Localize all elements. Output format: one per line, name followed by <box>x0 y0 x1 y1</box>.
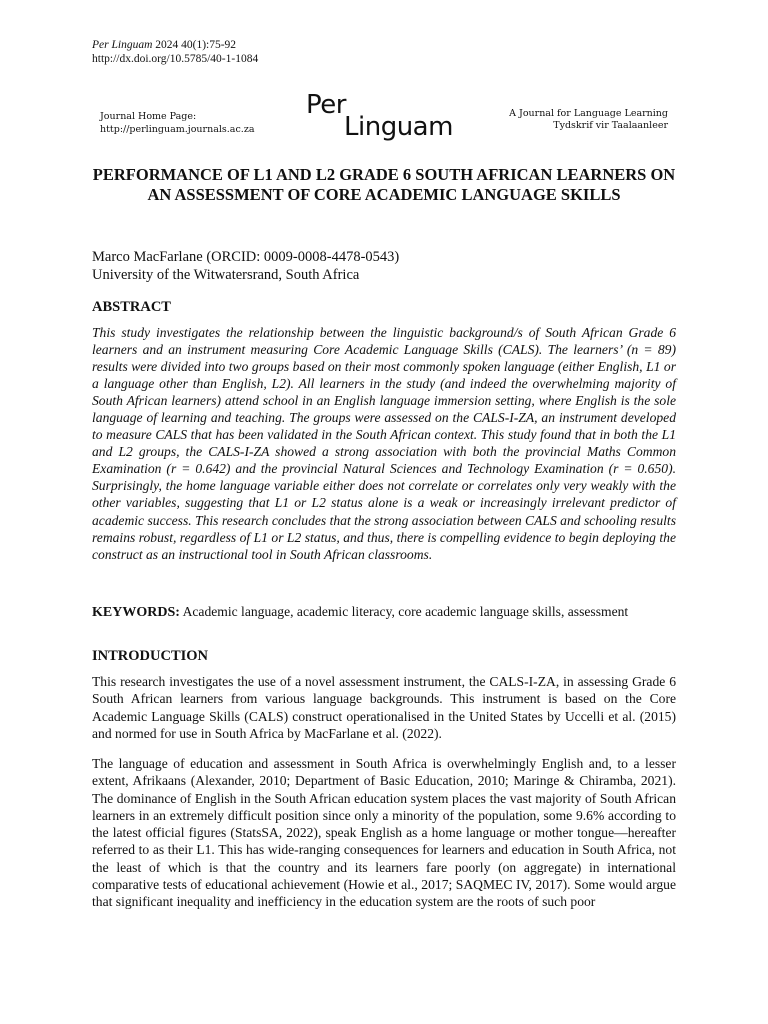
keywords-block <box>92 603 676 622</box>
logo-per: Per <box>306 90 346 120</box>
author-block <box>92 248 676 284</box>
tagline-english: A Journal for Language Learning <box>509 108 668 119</box>
home-page-url[interactable]: http://perlinguam.journals.ac.za <box>100 124 255 135</box>
keywords-text: Academic language, academic literacy, core academic language skills, assessment <box>182 604 629 619</box>
keywords-label: KEYWORDS: <box>92 605 180 620</box>
doi-link[interactable]: http://dx.doi.org/10.5785/40-1-1084 <box>92 53 259 65</box>
journal-name: Per Linguam <box>92 39 153 51</box>
author-affiliation: University of the Witwatersrand, South Africa <box>92 267 360 283</box>
volume-info: 2024 40(1):75-92 <box>155 39 237 51</box>
home-page-label: Journal Home Page: <box>100 111 197 122</box>
paper-title: PERFORMANCE OF L1 AND L2 GRADE 6 SOUTH AFRICAN LEARNERS ON AN ASSESSMENT OF CORE ACADEMIC LANGUAGE SKILLS <box>92 165 676 204</box>
journal-home-page <box>100 110 254 136</box>
abstract-body: This study investigates the relationship between the linguistic background/s of South African Grade 6 learners and an instrument measuring Core Academic Language Skills (CALS). The learners’ (n = 89) results were divided into two groups based on their most commonly spoken language (either English, L1 or a language other than English, L2). All learners in the study (and indeed the overwhelming majority of South African learners) attend school in an English language immersion setting, where English is the sole language of learning and teaching. The groups were assessed on the CALS-I-ZA, an instrument developed to measure CALS that has been validated in the South African context. This study found that in both the L1 and L2 groups, the CALS-I-ZA showed a strong association with both the provincial Maths Common Examination (r = 0.642) and the provincial Natural Sciences and Technology Examination (r = 0.650). Surprisingly, the home language variable either does not correlate or correlates only very weakly with the other variables, suggesting that L1 or L2 status alone is a weak or increasingly irrelevant predictor of academic success. This research concludes that the strong association between CALS and schooling results remains robust, regardless of L1 or L2 status, and thus, there is compelling evidence to begin deploying the construct as an instructional tool in South African classrooms. <box>92 325 676 562</box>
journal-logo <box>306 90 486 146</box>
tagline-afrikaans: Tydskrif vir Taalaanleer <box>553 120 668 131</box>
introduction-paragraph-1: This research investigates the use of a novel assessment instrument, the CALS-I-ZA, in assessing Grade 6 South African learners from various language backgrounds. This instrument is based on the Core Academic Language Skills (CALS) construct operationalised in the United States by Uccelli et al. (2015) and normed for use in South Africa by MacFarlane et al. (2022). <box>92 674 676 741</box>
journal-tagline <box>509 108 668 132</box>
citation-block <box>92 38 676 66</box>
journal-masthead <box>92 90 676 146</box>
logo-linguam: Linguam <box>344 112 453 142</box>
author-name: Marco MacFarlane (ORCID: 0009-0008-4478-0543) <box>92 249 400 265</box>
abstract-heading: ABSTRACT <box>92 299 171 315</box>
introduction-paragraph-2: The language of education and assessment in South Africa is overwhelmingly English and, to a lesser extent, Afrikaans (Alexander, 2010; Department of Basic Education, 2010; Maringe & Chiramba, 2021). The dominance of English in the South African education system places the vast majority of South African learners in an extremely difficult position since only a minority of the population, some 9.6% according to the latest official figures (StatsSA, 2022), speak English as a home language or mother tongue—hereafter referred to as their L1. This has wide-ranging consequences for learners and education in South Africa, not the least of which is that the country and its learners fare poorly (on aggregate) in international comparative tests of educational achievement (Howie et al., 2017; SAQMEC IV, 2017). Some would argue that significant inequality and inefficiency in the education system are the roots of such poor <box>92 756 676 910</box>
introduction-heading: INTRODUCTION <box>92 648 209 664</box>
citation-line <box>92 38 676 52</box>
